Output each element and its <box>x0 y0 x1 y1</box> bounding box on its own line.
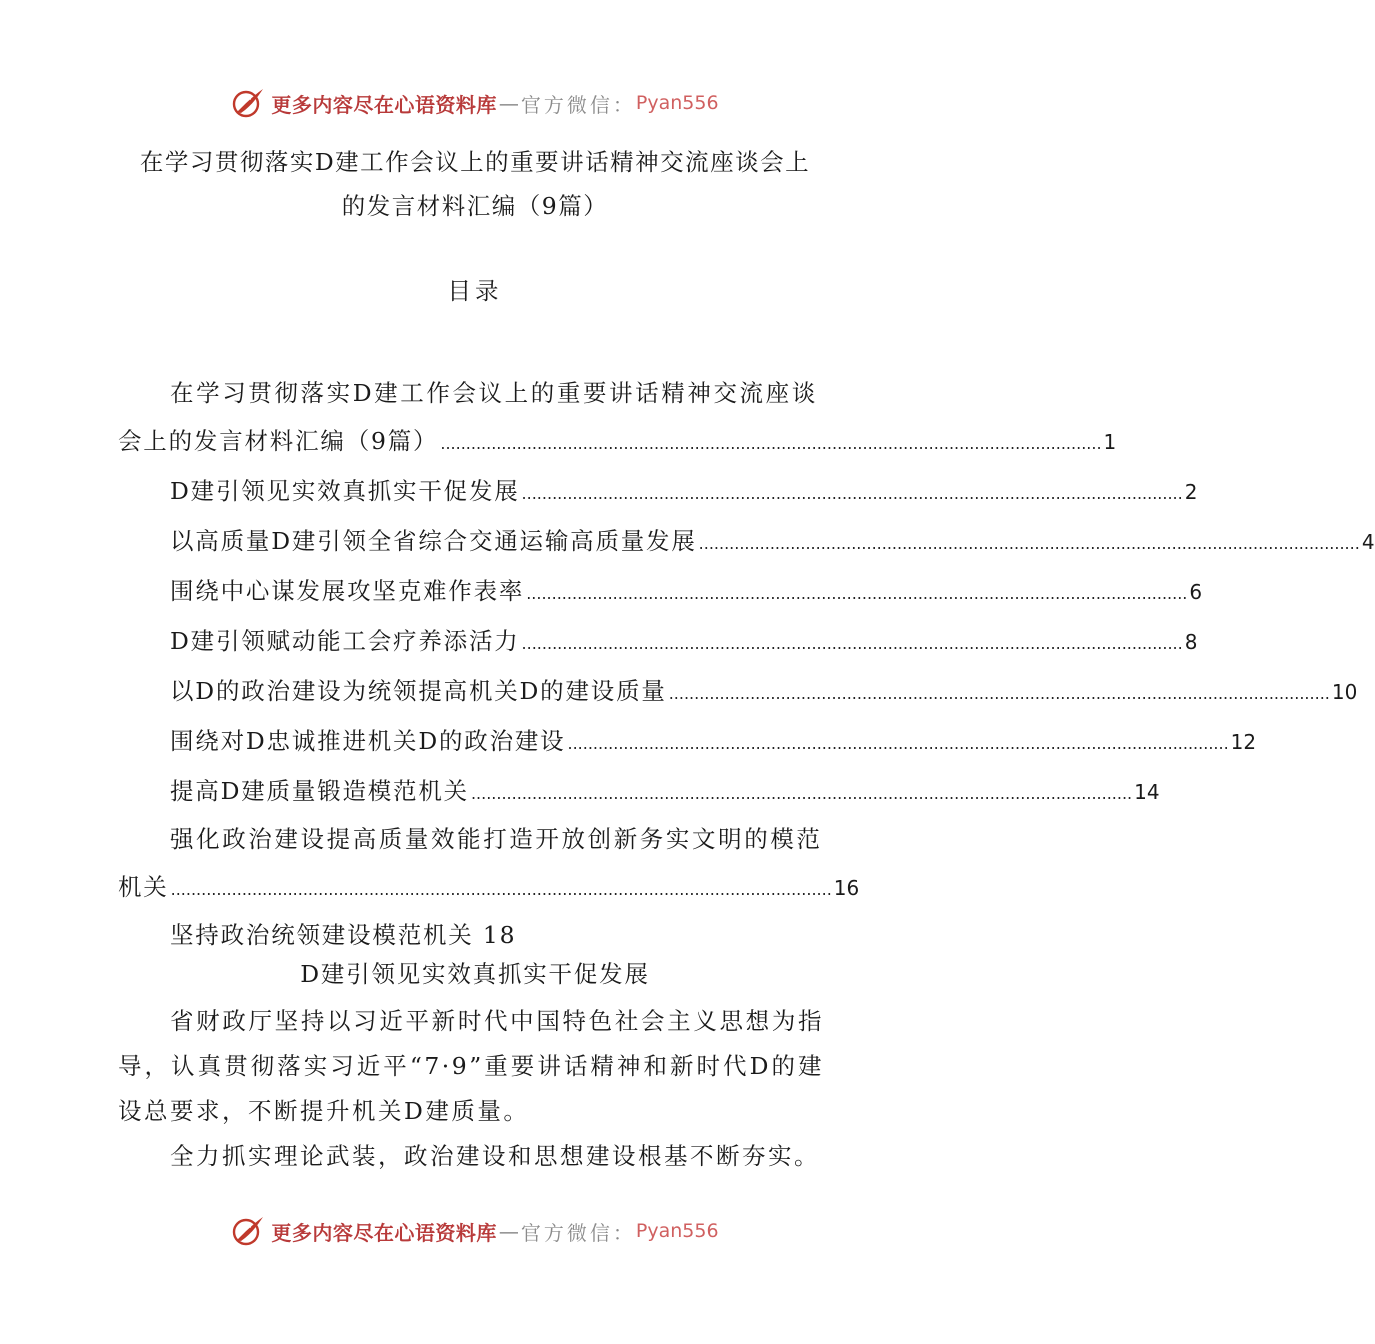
toc-entry-text-line2: 机关 <box>118 873 169 901</box>
toc-page-number: 10 <box>1331 680 1358 704</box>
toc-entry-text-line1: 强化政治建设提高质量效能打造开放创新务实文明的模范 <box>170 825 823 853</box>
toc-page-number: 12 <box>1230 730 1257 754</box>
toc-entry-text: 坚持政治统领建设模范机关 <box>170 921 474 949</box>
toc-entry-text: 围绕中心谋发展攻坚克难作表率 <box>170 577 525 605</box>
paragraph-1: 省财政厅坚持以习近平新时代中国特色社会主义思想为指导，认真贯彻落实习近平“7·9”重要讲话精神和新时代D的建设总要求，不断提升机关D建质量。 <box>118 1007 824 1125</box>
toc-page-number: 4 <box>1361 530 1375 554</box>
watermark-separator: — <box>498 91 519 115</box>
toc-leader-dots: .................................................................................................................................. <box>470 784 1133 803</box>
toc-entry-6[interactable] <box>118 666 1358 716</box>
toc-leader-dots: .................................................................................................................................. <box>521 484 1183 503</box>
watermark-brand: 更多内容尽在心语资料库 <box>271 1220 497 1245</box>
header-watermark <box>0 83 950 123</box>
toc-entry-text: 围绕对D忠诚推进机关D的政治建设 <box>170 727 566 755</box>
body-text <box>118 999 824 1179</box>
watermark-brand: 更多内容尽在心语资料库 <box>271 92 497 117</box>
toc-entry-2[interactable] <box>118 466 1198 516</box>
table-of-contents <box>118 370 1375 958</box>
title-line-1: 在学习贯彻落实D建工作会议上的重要讲话精神交流座谈会上 <box>139 148 811 176</box>
toc-leader-dots: .................................................................................................................................. <box>668 684 1330 703</box>
toc-leader-dots: .................................................................................................................................. <box>698 534 1360 553</box>
toc-entry-text: 以高质量D建引领全省综合交通运输高质量发展 <box>170 527 697 555</box>
document-title <box>100 140 850 228</box>
toc-entry-text-line2: 会上的发言材料汇编（9篇） <box>118 427 439 455</box>
toc-entry-9[interactable] <box>118 816 860 912</box>
toc-leader-dots: .................................................................................................................................. <box>521 634 1183 653</box>
toc-entry-1[interactable] <box>118 370 1117 466</box>
toc-entry-3[interactable] <box>118 516 1375 566</box>
watermark-separator: — <box>498 1219 519 1243</box>
quill-pen-seal-icon <box>231 1214 265 1248</box>
toc-page-number: 18 <box>482 921 517 949</box>
toc-entry-text-line1: 在学习贯彻落实D建工作会议上的重要讲话精神交流座谈 <box>170 379 818 407</box>
watermark-account: Pyan556 <box>635 1220 719 1242</box>
paragraph-2: 全力抓实理论武装，政治建设和思想建设根基不断夯实。 <box>170 1142 820 1170</box>
section-title: D建引领见实效真抓实干促发展 <box>300 960 650 988</box>
toc-page-number: 14 <box>1134 780 1160 804</box>
toc-entry-4[interactable] <box>118 566 1203 616</box>
watermark-label: 官方微信： <box>520 92 636 117</box>
footer-watermark <box>0 1211 950 1251</box>
watermark-account: Pyan556 <box>635 92 719 114</box>
toc-leader-dots: .................................................................................................................................. <box>440 434 1102 453</box>
title-line-2: 的发言材料汇编（9篇） <box>341 192 609 220</box>
toc-leader-dots: .................................................................................................................................. <box>526 584 1188 603</box>
toc-entry-text: 提高D建质量锻造模范机关 <box>170 777 469 805</box>
quill-pen-seal-icon <box>231 86 265 120</box>
toc-leader-dots: .................................................................................................................................. <box>170 880 832 899</box>
toc-entry-10[interactable] <box>118 912 824 958</box>
toc-entry-text: D建引领赋动能工会疗养添活力 <box>170 627 520 655</box>
toc-entry-text: 以D的政治建设为统领提高机关D的建设质量 <box>170 677 667 705</box>
toc-entry-5[interactable] <box>118 616 1198 666</box>
watermark-label: 官方微信： <box>520 1220 636 1245</box>
toc-entry-text: D建引领见实效真抓实干促发展 <box>170 477 520 505</box>
toc-entry-8[interactable] <box>118 766 1160 816</box>
toc-entry-7[interactable] <box>118 716 1257 766</box>
toc-page-number: 16 <box>833 876 860 900</box>
toc-leader-dots: .................................................................................................................................. <box>567 734 1229 753</box>
toc-page-number: 8 <box>1184 630 1198 654</box>
toc-heading: 目录 <box>447 277 503 305</box>
toc-page-number: 6 <box>1189 580 1203 604</box>
toc-page-number: 1 <box>1103 430 1117 454</box>
toc-page-number: 2 <box>1184 480 1198 504</box>
